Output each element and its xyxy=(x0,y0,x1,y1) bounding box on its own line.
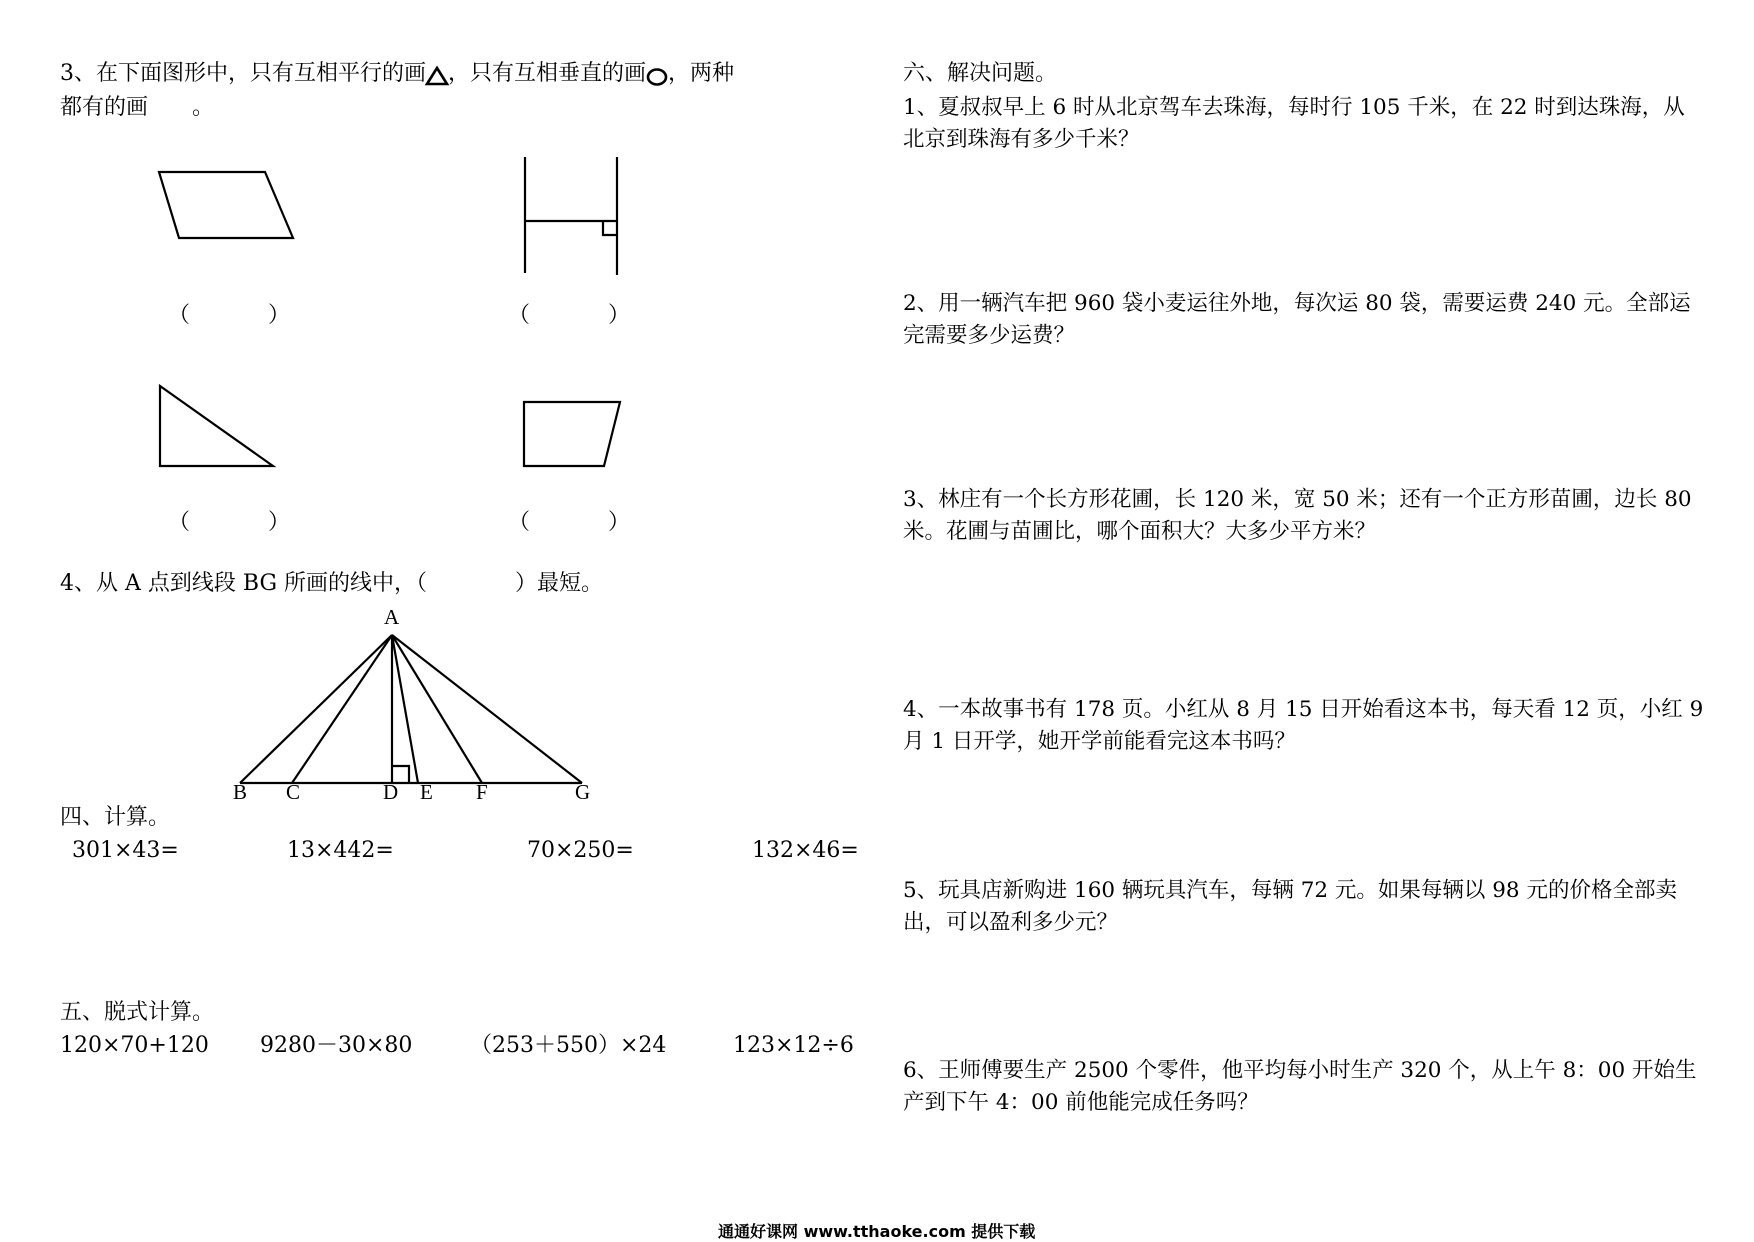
q3-line2: 都有的画 。 xyxy=(60,95,215,120)
right-triangle-figure xyxy=(155,382,280,472)
problem-2: 2、用一辆汽车把 960 袋小麦运往外地，每次运 80 袋，需要运费 240 元。全部运完需要多少运费？ xyxy=(903,291,1691,348)
answer-paren-close-2: ） xyxy=(608,303,631,328)
circle-symbol-icon xyxy=(646,66,668,86)
line-ag xyxy=(392,635,582,783)
answer-paren-open-4: （ xyxy=(508,510,531,535)
shortest-line-figure xyxy=(220,600,600,804)
footer-credit: 通通好课网 www.tthaoke.com 提供下载 xyxy=(718,1222,1036,1241)
problem-3: 3、林庄有一个长方形花圃，长 120 米，宽 50 米；还有一个正方形苗圃，边长 80 米。花圃与苗圃比，哪个面积大？大多少平方米？ xyxy=(903,487,1692,544)
point-label-a: A xyxy=(384,605,400,629)
point-label-f: F xyxy=(476,780,488,804)
calc-item-3: 70×250= xyxy=(527,838,634,863)
stepwise-item-3: （253＋550）×24 xyxy=(470,1033,667,1058)
trapezoid-shape xyxy=(524,402,620,466)
answer-paren-open-3: （ xyxy=(168,510,191,535)
q3-text-c: ，两种 xyxy=(668,61,735,86)
right-angle-mark xyxy=(603,221,617,235)
q3-line1 xyxy=(60,58,734,90)
q3-text-a: 3、在下面图形中，只有互相平行的画 xyxy=(60,61,426,86)
answer-paren-open-1: （ xyxy=(168,303,191,328)
problem-6: 6、王师傅要生产 2500 个零件，他平均每小时生产 320 个，从上午 8：00 开始生产到下午 4：00 前他能完成任务吗？ xyxy=(903,1058,1697,1115)
stepwise-item-4: 123×12÷6 xyxy=(733,1033,854,1058)
parallelogram-figure xyxy=(155,168,295,243)
point-label-e: E xyxy=(420,780,433,804)
triangle-symbol-icon xyxy=(426,66,448,86)
answer-paren-close-1: ） xyxy=(268,303,291,328)
answer-paren-close-4: ） xyxy=(608,510,631,535)
line-ac xyxy=(292,635,392,783)
stepwise-item-2: 9280－30×80 xyxy=(260,1033,413,1058)
section6-title: 六、解决问题。 xyxy=(903,61,1058,86)
q3-text-b: ，只有互相垂直的画 xyxy=(448,61,647,86)
trapezoid-figure xyxy=(520,398,625,473)
point-label-b: B xyxy=(233,780,248,804)
problem-1: 1、夏叔叔早上 6 时从北京驾车去珠海，每时行 105 千米，在 22 时到达珠海，从北京到珠海有多少千米？ xyxy=(903,95,1685,152)
problem-4: 4、一本故事书有 178 页。小红从 8 月 15 日开始看这本书，每天看 12 页，小红 9 月 1 日开学，她开学前能看完这本书吗？ xyxy=(903,697,1704,754)
point-label-d: D xyxy=(383,780,399,804)
section4-title: 四、计算。 xyxy=(60,805,171,830)
point-label-g: G xyxy=(575,780,591,804)
parallelogram-shape xyxy=(159,172,293,238)
answer-paren-close-3: ） xyxy=(268,510,291,535)
point-label-c: C xyxy=(286,780,301,804)
section5-title: 五、脱式计算。 xyxy=(60,1000,215,1025)
calc-item-4: 132×46= xyxy=(752,838,859,863)
calc-item-1: 301×43= xyxy=(72,838,179,863)
line-ab xyxy=(240,635,392,783)
calc-item-2: 13×442= xyxy=(287,838,394,863)
right-triangle-shape xyxy=(160,386,273,466)
problem-5: 5、玩具店新购进 160 辆玩具汽车，每辆 72 元。如果每辆以 98 元的价格全部卖出，可以盈利多少元？ xyxy=(903,878,1677,935)
stepwise-item-1: 120×70+120 xyxy=(60,1033,209,1058)
q4-text: 4、从 A 点到线段 BG 所画的线中，（ ）最短。 xyxy=(60,571,604,596)
answer-paren-open-2: （ xyxy=(508,303,531,328)
parallel-perpendicular-figure xyxy=(515,155,625,280)
